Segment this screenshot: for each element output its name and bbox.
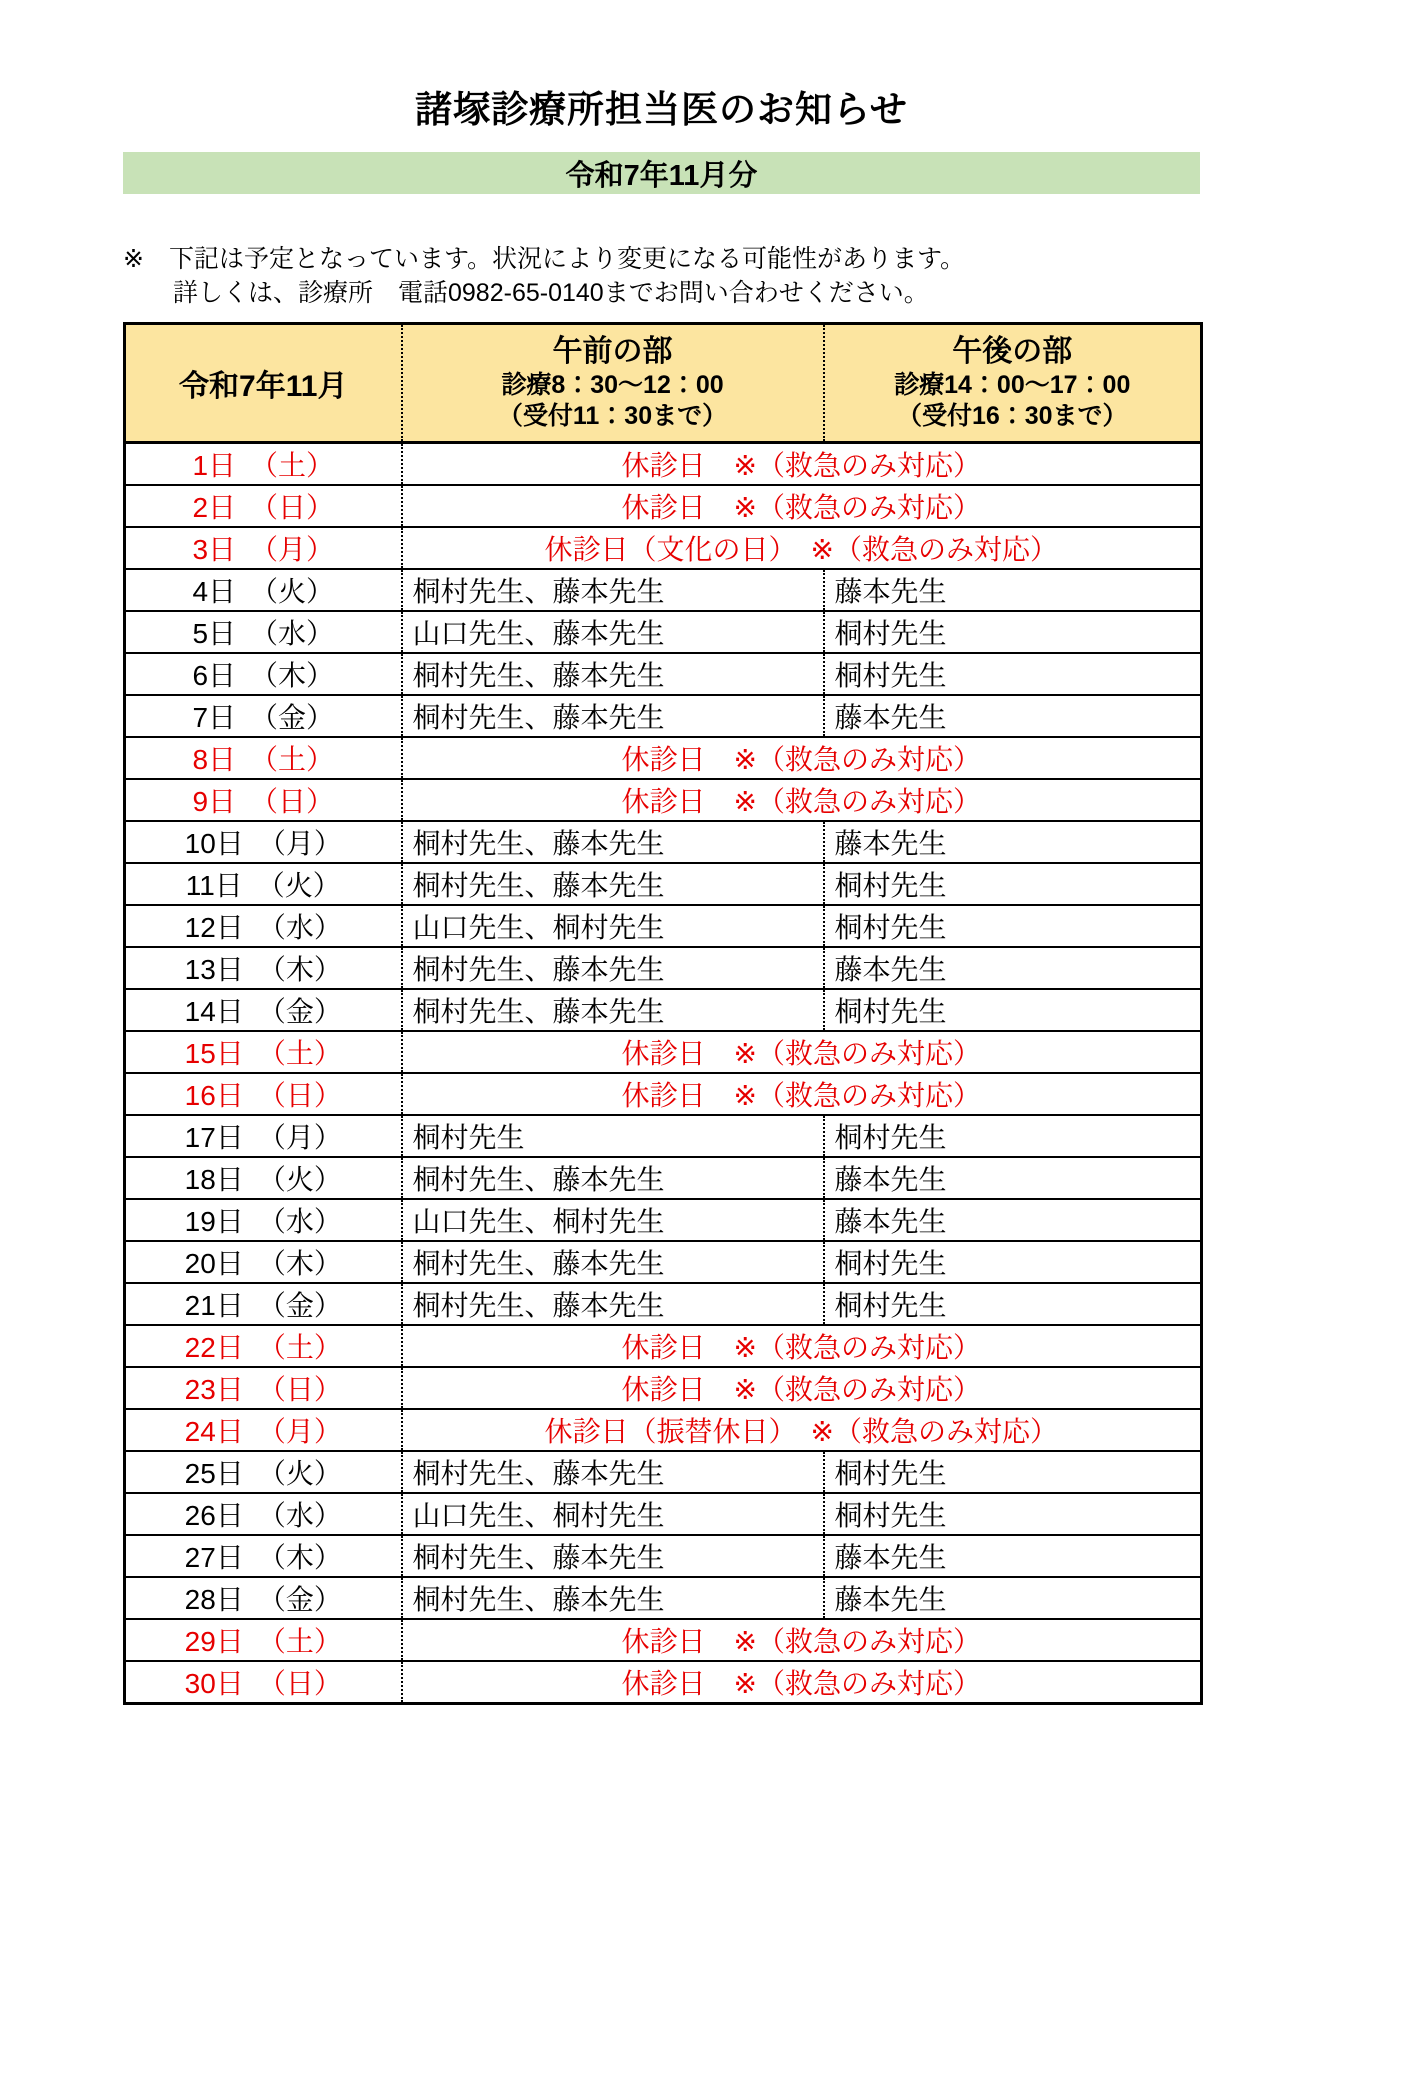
note-line-2: 詳しくは、診療所 電話0982-65-0140までお問い合わせください。 — [173, 279, 929, 307]
morning-doctor-cell: 桐村先生、藤本先生 — [402, 1535, 824, 1577]
date-cell: 10日 （月） — [125, 821, 402, 863]
date-cell: 12日 （水） — [125, 905, 402, 947]
notice-page — [123, 84, 1200, 1705]
schedule-table — [123, 322, 1203, 1705]
morning-doctor-cell: 山口先生、桐村先生 — [402, 905, 824, 947]
date-cell: 3日 （月） — [125, 527, 402, 569]
afternoon-doctor-cell: 桐村先生 — [824, 1451, 1202, 1493]
schedule-row — [125, 1661, 1202, 1704]
schedule-row — [125, 569, 1202, 611]
morning-doctor-cell: 桐村先生、藤本先生 — [402, 863, 824, 905]
header-morning-cell — [402, 324, 824, 443]
date-cell: 14日 （金） — [125, 989, 402, 1031]
morning-doctor-cell: 山口先生、桐村先生 — [402, 1199, 824, 1241]
schedule-row — [125, 905, 1202, 947]
afternoon-doctor-cell: 桐村先生 — [824, 1493, 1202, 1535]
morning-title: 午前の部 — [552, 335, 673, 368]
afternoon-doctor-cell: 桐村先生 — [824, 653, 1202, 695]
morning-hours: 診療8：30～12：00 — [501, 371, 724, 399]
date-cell: 21日 （金） — [125, 1283, 402, 1325]
afternoon-doctor-cell: 藤本先生 — [824, 1535, 1202, 1577]
date-cell: 20日 （木） — [125, 1241, 402, 1283]
date-cell: 27日 （木） — [125, 1535, 402, 1577]
morning-doctor-cell: 桐村先生 — [402, 1115, 824, 1157]
morning-doctor-cell: 山口先生、桐村先生 — [402, 1493, 824, 1535]
closed-notice-cell: 休診日 ※（救急のみ対応） — [402, 779, 1202, 821]
schedule-row — [125, 1367, 1202, 1409]
date-cell: 19日 （水） — [125, 1199, 402, 1241]
morning-doctor-cell: 桐村先生、藤本先生 — [402, 653, 824, 695]
afternoon-doctor-cell: 桐村先生 — [824, 611, 1202, 653]
schedule-row — [125, 1493, 1202, 1535]
header-afternoon-cell — [824, 324, 1202, 443]
date-cell: 1日 （土） — [125, 443, 402, 486]
afternoon-doctor-cell: 桐村先生 — [824, 1115, 1202, 1157]
afternoon-doctor-cell: 藤本先生 — [824, 1577, 1202, 1619]
date-cell: 16日 （日） — [125, 1073, 402, 1115]
morning-doctor-cell: 桐村先生、藤本先生 — [402, 989, 824, 1031]
morning-doctor-cell: 桐村先生、藤本先生 — [402, 1451, 824, 1493]
date-cell: 29日 （土） — [125, 1619, 402, 1661]
morning-doctor-cell: 桐村先生、藤本先生 — [402, 821, 824, 863]
date-cell: 9日 （日） — [125, 779, 402, 821]
closed-notice-cell: 休診日 ※（救急のみ対応） — [402, 443, 1202, 486]
afternoon-doctor-cell: 藤本先生 — [824, 1199, 1202, 1241]
schedule-row — [125, 1535, 1202, 1577]
afternoon-doctor-cell: 桐村先生 — [824, 989, 1202, 1031]
afternoon-doctor-cell: 藤本先生 — [824, 1157, 1202, 1199]
date-cell: 24日 （月） — [125, 1409, 402, 1451]
schedule-row — [125, 989, 1202, 1031]
date-cell: 15日 （土） — [125, 1031, 402, 1073]
schedule-row — [125, 1241, 1202, 1283]
schedule-row — [125, 485, 1202, 527]
header-month-label: 令和7年11月 — [179, 370, 348, 403]
header-month-cell — [125, 324, 402, 443]
afternoon-doctor-cell: 桐村先生 — [824, 863, 1202, 905]
afternoon-reception: （受付16：30まで） — [896, 402, 1128, 430]
date-cell: 11日 （火） — [125, 863, 402, 905]
closed-notice-cell: 休診日 ※（救急のみ対応） — [402, 1073, 1202, 1115]
date-cell: 13日 （木） — [125, 947, 402, 989]
date-cell: 6日 （木） — [125, 653, 402, 695]
afternoon-doctor-cell: 藤本先生 — [824, 947, 1202, 989]
closed-notice-cell: 休診日 ※（救急のみ対応） — [402, 1367, 1202, 1409]
closed-notice-cell: 休診日 ※（救急のみ対応） — [402, 1619, 1202, 1661]
date-cell: 28日 （金） — [125, 1577, 402, 1619]
schedule-row — [125, 737, 1202, 779]
schedule-row — [125, 821, 1202, 863]
morning-reception: （受付11：30まで） — [497, 402, 728, 430]
morning-doctor-cell: 桐村先生、藤本先生 — [402, 1577, 824, 1619]
schedule-row — [125, 1451, 1202, 1493]
afternoon-doctor-cell: 桐村先生 — [824, 1241, 1202, 1283]
schedule-row — [125, 1199, 1202, 1241]
schedule-row — [125, 947, 1202, 989]
morning-doctor-cell: 山口先生、藤本先生 — [402, 611, 824, 653]
afternoon-doctor-cell: 桐村先生 — [824, 905, 1202, 947]
date-cell: 22日 （土） — [125, 1325, 402, 1367]
date-cell: 8日 （土） — [125, 737, 402, 779]
date-cell: 7日 （金） — [125, 695, 402, 737]
schedule-row — [125, 779, 1202, 821]
closed-notice-cell: 休診日 ※（救急のみ対応） — [402, 1661, 1202, 1704]
date-cell: 17日 （月） — [125, 1115, 402, 1157]
afternoon-doctor-cell: 藤本先生 — [824, 695, 1202, 737]
date-cell: 18日 （火） — [125, 1157, 402, 1199]
afternoon-doctor-cell: 桐村先生 — [824, 1283, 1202, 1325]
schedule-row — [125, 1283, 1202, 1325]
date-cell: 25日 （火） — [125, 1451, 402, 1493]
schedule-row — [125, 611, 1202, 653]
schedule-row — [125, 1073, 1202, 1115]
closed-notice-cell: 休診日 ※（救急のみ対応） — [402, 737, 1202, 779]
closed-notice-cell: 休診日 ※（救急のみ対応） — [402, 1031, 1202, 1073]
morning-doctor-cell: 桐村先生、藤本先生 — [402, 947, 824, 989]
page-title: 諸塚診療所担当医のお知らせ — [415, 89, 908, 130]
schedule-row — [125, 863, 1202, 905]
morning-doctor-cell: 桐村先生、藤本先生 — [402, 1241, 824, 1283]
date-cell: 23日 （日） — [125, 1367, 402, 1409]
closed-notice-cell: 休診日（文化の日） ※（救急のみ対応） — [402, 527, 1202, 569]
schedule-row — [125, 653, 1202, 695]
schedule-row — [125, 695, 1202, 737]
schedule-row — [125, 527, 1202, 569]
schedule-row — [125, 1157, 1202, 1199]
date-cell: 4日 （火） — [125, 569, 402, 611]
afternoon-hours: 診療14：00～17：00 — [894, 371, 1131, 399]
schedule-row — [125, 443, 1202, 486]
schedule-row — [125, 1409, 1202, 1451]
schedule-header-row — [125, 324, 1202, 443]
date-cell: 26日 （水） — [125, 1493, 402, 1535]
notice-notes — [123, 242, 1200, 310]
date-cell: 2日 （日） — [125, 485, 402, 527]
morning-doctor-cell: 桐村先生、藤本先生 — [402, 569, 824, 611]
morning-doctor-cell: 桐村先生、藤本先生 — [402, 1283, 824, 1325]
date-cell: 5日 （水） — [125, 611, 402, 653]
afternoon-doctor-cell: 藤本先生 — [824, 821, 1202, 863]
note-line-1: ※ 下記は予定となっています。状況により変更になる可能性があります。 — [123, 245, 965, 273]
date-cell: 30日 （日） — [125, 1661, 402, 1704]
closed-notice-cell: 休診日 ※（救急のみ対応） — [402, 485, 1202, 527]
afternoon-title: 午後の部 — [952, 335, 1073, 368]
schedule-row — [125, 1325, 1202, 1367]
schedule-row — [125, 1619, 1202, 1661]
morning-doctor-cell: 桐村先生、藤本先生 — [402, 1157, 824, 1199]
schedule-row — [125, 1115, 1202, 1157]
closed-notice-cell: 休診日 ※（救急のみ対応） — [402, 1325, 1202, 1367]
afternoon-doctor-cell: 藤本先生 — [824, 569, 1202, 611]
morning-doctor-cell: 桐村先生、藤本先生 — [402, 695, 824, 737]
period-banner: 令和7年11月分 — [123, 152, 1200, 194]
closed-notice-cell: 休診日（振替休日） ※（救急のみ対応） — [402, 1409, 1202, 1451]
schedule-row — [125, 1031, 1202, 1073]
schedule-row — [125, 1577, 1202, 1619]
